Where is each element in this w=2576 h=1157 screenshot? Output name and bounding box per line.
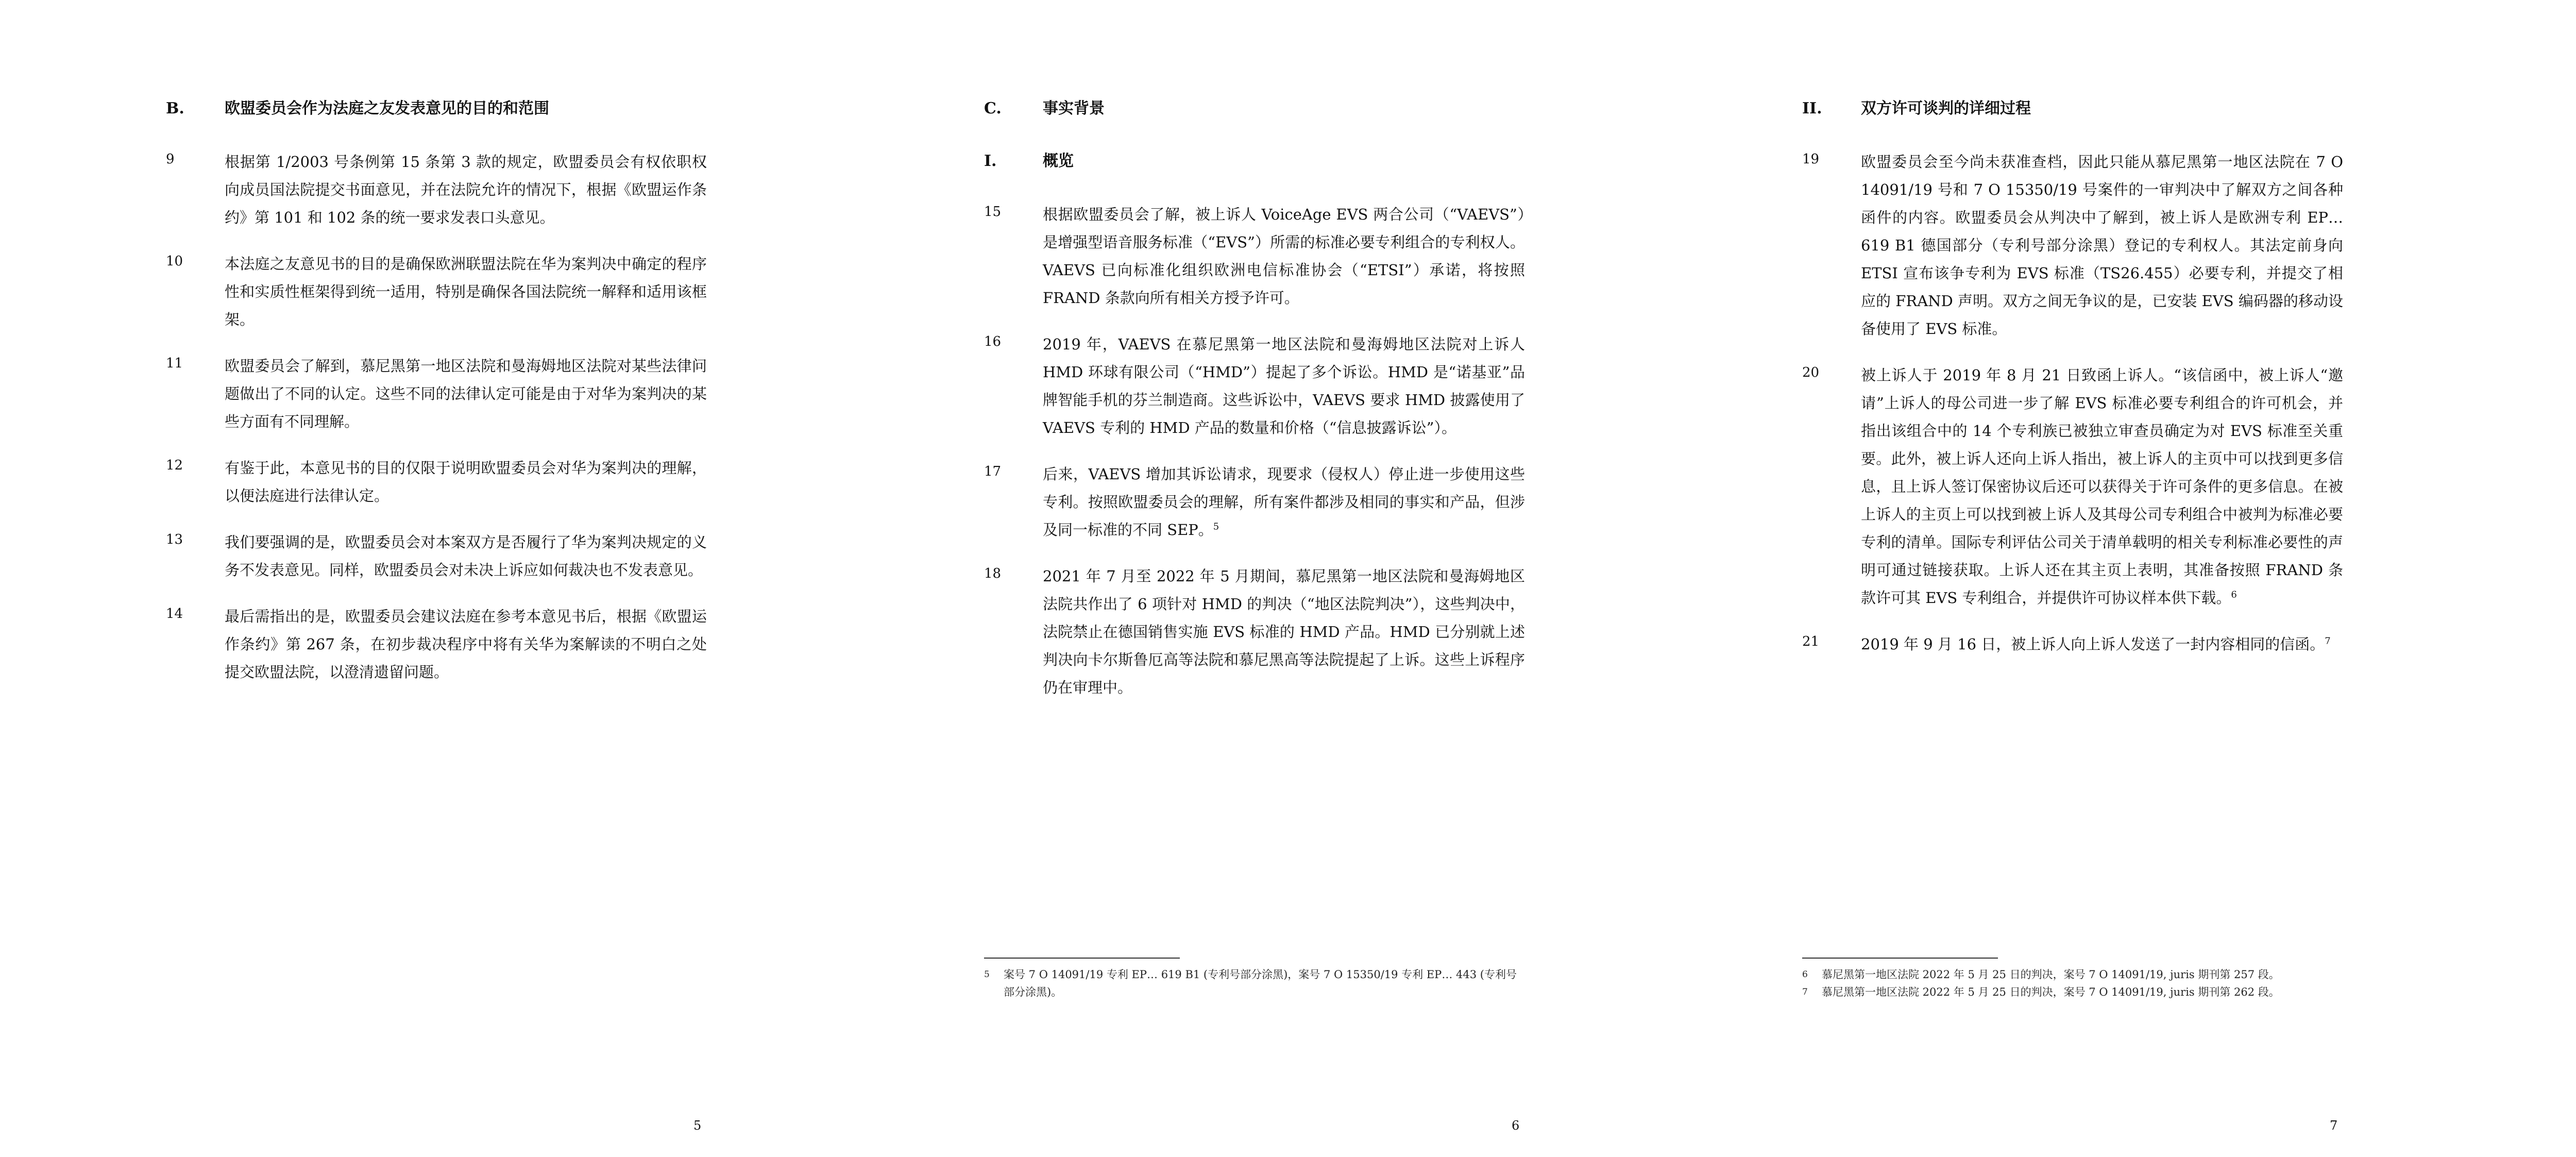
paragraph-text: 有鉴于此，本意见书的目的仅限于说明欧盟委员会对华为案判决的理解，以便法庭进行法律认定。 (225, 459, 707, 505)
paragraph-number: 10 (166, 254, 183, 269)
footnote-ref: 6 (2231, 589, 2237, 600)
subsection-title: 概览 (1043, 152, 1074, 170)
section-number: II. (1802, 99, 1822, 118)
paragraph (984, 460, 1525, 544)
paragraph-text (1861, 630, 2343, 658)
paragraph (1802, 361, 2343, 612)
footnote-text: 案号 7 O 14091/19 专利 EP… 619 B1 (专利号部分涂黑)，案号 7 O 15350/19 专利 EP… 443 (专利号部分涂黑)。 (1004, 968, 1517, 998)
page-body (1802, 95, 2343, 677)
footnote-number: 5 (984, 969, 990, 980)
paragraph (1802, 148, 2343, 343)
section-number: C. (984, 99, 1002, 118)
footnote-number: 7 (1802, 987, 1808, 997)
paragraph-body: 2019 年 9 月 16 日，被上诉人向上诉人发送了一封内容相同的信函。 (1861, 635, 2325, 653)
document-page-8 (2454, 0, 2576, 1157)
footnote-number: 6 (1802, 969, 1808, 980)
section-title: 事实背景 (1043, 99, 1105, 118)
footnote-ref: 5 (1213, 521, 1219, 532)
paragraph-number: 9 (166, 152, 175, 167)
paragraph-number: 12 (166, 458, 183, 473)
page-number: 5 (693, 1118, 702, 1133)
paragraph (166, 602, 707, 686)
paragraph (166, 352, 707, 435)
paragraph (984, 200, 1525, 312)
paragraph (984, 330, 1525, 442)
document-page-5 (0, 0, 818, 1157)
page-number: 6 (1512, 1118, 1520, 1133)
paragraph (166, 528, 707, 584)
paragraph-number: 11 (166, 356, 183, 371)
footnote-rule (984, 958, 1180, 959)
paragraph (984, 562, 1525, 701)
paragraph-text (1043, 460, 1525, 544)
footnote-rule (1802, 958, 1998, 959)
page-body (984, 95, 1525, 720)
footnote-ref: 7 (2325, 635, 2331, 647)
footnotes (1802, 958, 2343, 1001)
footnote (984, 966, 1525, 1001)
section-title: 欧盟委员会作为法庭之友发表意见的目的和范围 (225, 99, 549, 118)
paragraph-body: 后来，VAEVS 增加其诉讼请求，现要求（侵权人）停止进一步使用这些专利。按照欧盟委员会的理解，所有案件都涉及相同的事实和产品，但涉及同一标准的不同 SEP。 (1043, 465, 1525, 539)
page-number: 7 (2330, 1118, 2338, 1133)
paragraph-number: 16 (984, 334, 1002, 349)
paragraph-number: 21 (1802, 634, 1820, 649)
page-body (166, 95, 707, 705)
paragraph (166, 250, 707, 333)
paragraph-text: 根据欧盟委员会了解，被上诉人 VoiceAge EVS 两合公司（“VAEVS”）是增强型语音服务标准（“EVS”）所需的标准必要专利组合的专利权人。VAEVS 已向标准化组织欧洲电信标准协会（“ETSI”）承诺，将按照 FRAND 条款向所有相关方授予许可。 (1043, 206, 1525, 307)
footnote-text: 慕尼黑第一地区法院 2022 年 5 月 25 日的判决，案号 7 O 14091/19, juris 期刊第 257 段。 (1822, 968, 2280, 981)
paragraph-text: 2021 年 7 月至 2022 年 5 月期间，慕尼黑第一地区法院和曼海姆地区法院共作出了 6 项针对 HMD 的判决（“地区法院判决”），这些判决中，法院禁止在德国销售实施 EVS 标准的 HMD 产品。HMD 已分别就上述判决向卡尔斯鲁厄高等法院和慕尼黑高等法院提起了上诉。这些上诉程序仍在审理中。 (1043, 567, 1525, 696)
footnote (1802, 966, 2343, 983)
paragraph-body: 被上诉人于 2019 年 8 月 21 日致函上诉人。“该信函中，被上诉人“邀请”上诉人的母公司进一步了解 EVS 标准必要专利组合的许可机会，并指出该组合中的 14 个专利族已被独立审查员确定为对 EVS 标准至关重要。此外，被上诉人还向上诉人指出，被上诉人的主页中可以找到更多信息，且上诉人签订保密协议后还可以获得关于许可条件的更多信息。在被上诉人的主页上可以找到被上诉人及其母公司专利组合中被判为标准必要专利的清单。国际专利评估公司关于清单载明的相关专利标准必要性的声明可通过链接获取。上诉人还在其主页上表明，其准备按照 FRAND 条款许可其 EVS 专利组合，并提供许可协议样本供下载。 (1861, 366, 2343, 607)
document-page-6 (818, 0, 1636, 1157)
paragraph-text: 根据第 1/2003 号条例第 15 条第 3 款的规定，欧盟委员会有权依职权向成员国法院提交书面意见，并在法院允许的情况下，根据《欧盟运作条约》第 101 和 102 条的统一要求发表口头意见。 (225, 153, 707, 226)
subsection-heading (984, 148, 1525, 171)
section-title: 双方许可谈判的详细过程 (1861, 99, 2031, 118)
paragraph-number: 20 (1802, 365, 1820, 380)
paragraph-text: 本法庭之友意见书的目的是确保欧洲联盟法院在华为案判决中确定的程序性和实质性框架得到统一适用，特别是确保各国法院统一解释和适用该框架。 (225, 255, 707, 328)
paragraph-number: 13 (166, 532, 183, 547)
footnote (1802, 983, 2343, 1001)
section-number: B. (166, 99, 184, 118)
paragraph (1802, 630, 2343, 658)
paragraph-number: 18 (984, 566, 1002, 581)
paragraph-number: 17 (984, 464, 1002, 479)
paragraph-text: 欧盟委员会至今尚未获准查档，因此只能从慕尼黑第一地区法院在 7 O 14091/19 号和 7 O 15350/19 号案件的一审判决中了解双方之间各种函件的内容。欧盟委员会从判决中了解到，被上诉人是欧洲专利 EP… 619 B1 德国部分（专利号部分涂黑）登记的专利权人。其法定前身向 ETSI 宣布该争专利为 EVS 标准（TS26.455）必要专利，并提交了相应的 FRAND 声明。双方之间无争议的是，已安装 EVS 编码器的移动设备使用了 EVS 标准。 (1861, 153, 2343, 338)
footnote-text: 慕尼黑第一地区法院 2022 年 5 月 25 日的判决，案号 7 O 14091/19, juris 期刊第 262 段。 (1822, 986, 2280, 998)
footnotes (984, 958, 1525, 1001)
document-page-7 (1636, 0, 2454, 1157)
paragraph-text: 最后需指出的是，欧盟委员会建议法庭在参考本意见书后，根据《欧盟运作条约》第 267 条，在初步裁决程序中将有关华为案解读的不明白之处提交欧盟法院，以澄清遗留问题。 (225, 608, 707, 681)
paragraph-number: 14 (166, 606, 183, 622)
paragraph-text: 欧盟委员会了解到，慕尼黑第一地区法院和曼海姆地区法院对某些法律问题做出了不同的认定。这些不同的法律认定可能是由于对华为案判决的某些方面有不同理解。 (225, 357, 707, 430)
section-heading (166, 95, 707, 118)
paragraph-number: 15 (984, 204, 1002, 220)
section-heading (1802, 95, 2343, 118)
paragraph (166, 148, 707, 231)
paragraph-number: 19 (1802, 152, 1820, 167)
section-heading (984, 95, 1525, 118)
paragraph-text: 2019 年，VAEVS 在慕尼黑第一地区法院和曼海姆地区法院对上诉人 HMD 环球有限公司（“HMD”）提起了多个诉讼。HMD 是“诺基亚”品牌智能手机的芬兰制造商。这些诉讼中，VAEVS 要求 HMD 披露使用了 VAEVS 专利的 HMD 产品的数量和价格（“信息披露诉讼”）。 (1043, 336, 1525, 437)
paragraph-text: 我们要强调的是，欧盟委员会对本案双方是否履行了华为案判决规定的义务不发表意见。同样，欧盟委员会对未决上诉应如何裁决也不发表意见。 (225, 533, 707, 579)
paragraph (166, 454, 707, 510)
paragraph-text (1861, 361, 2343, 612)
subsection-number: I. (984, 152, 997, 170)
